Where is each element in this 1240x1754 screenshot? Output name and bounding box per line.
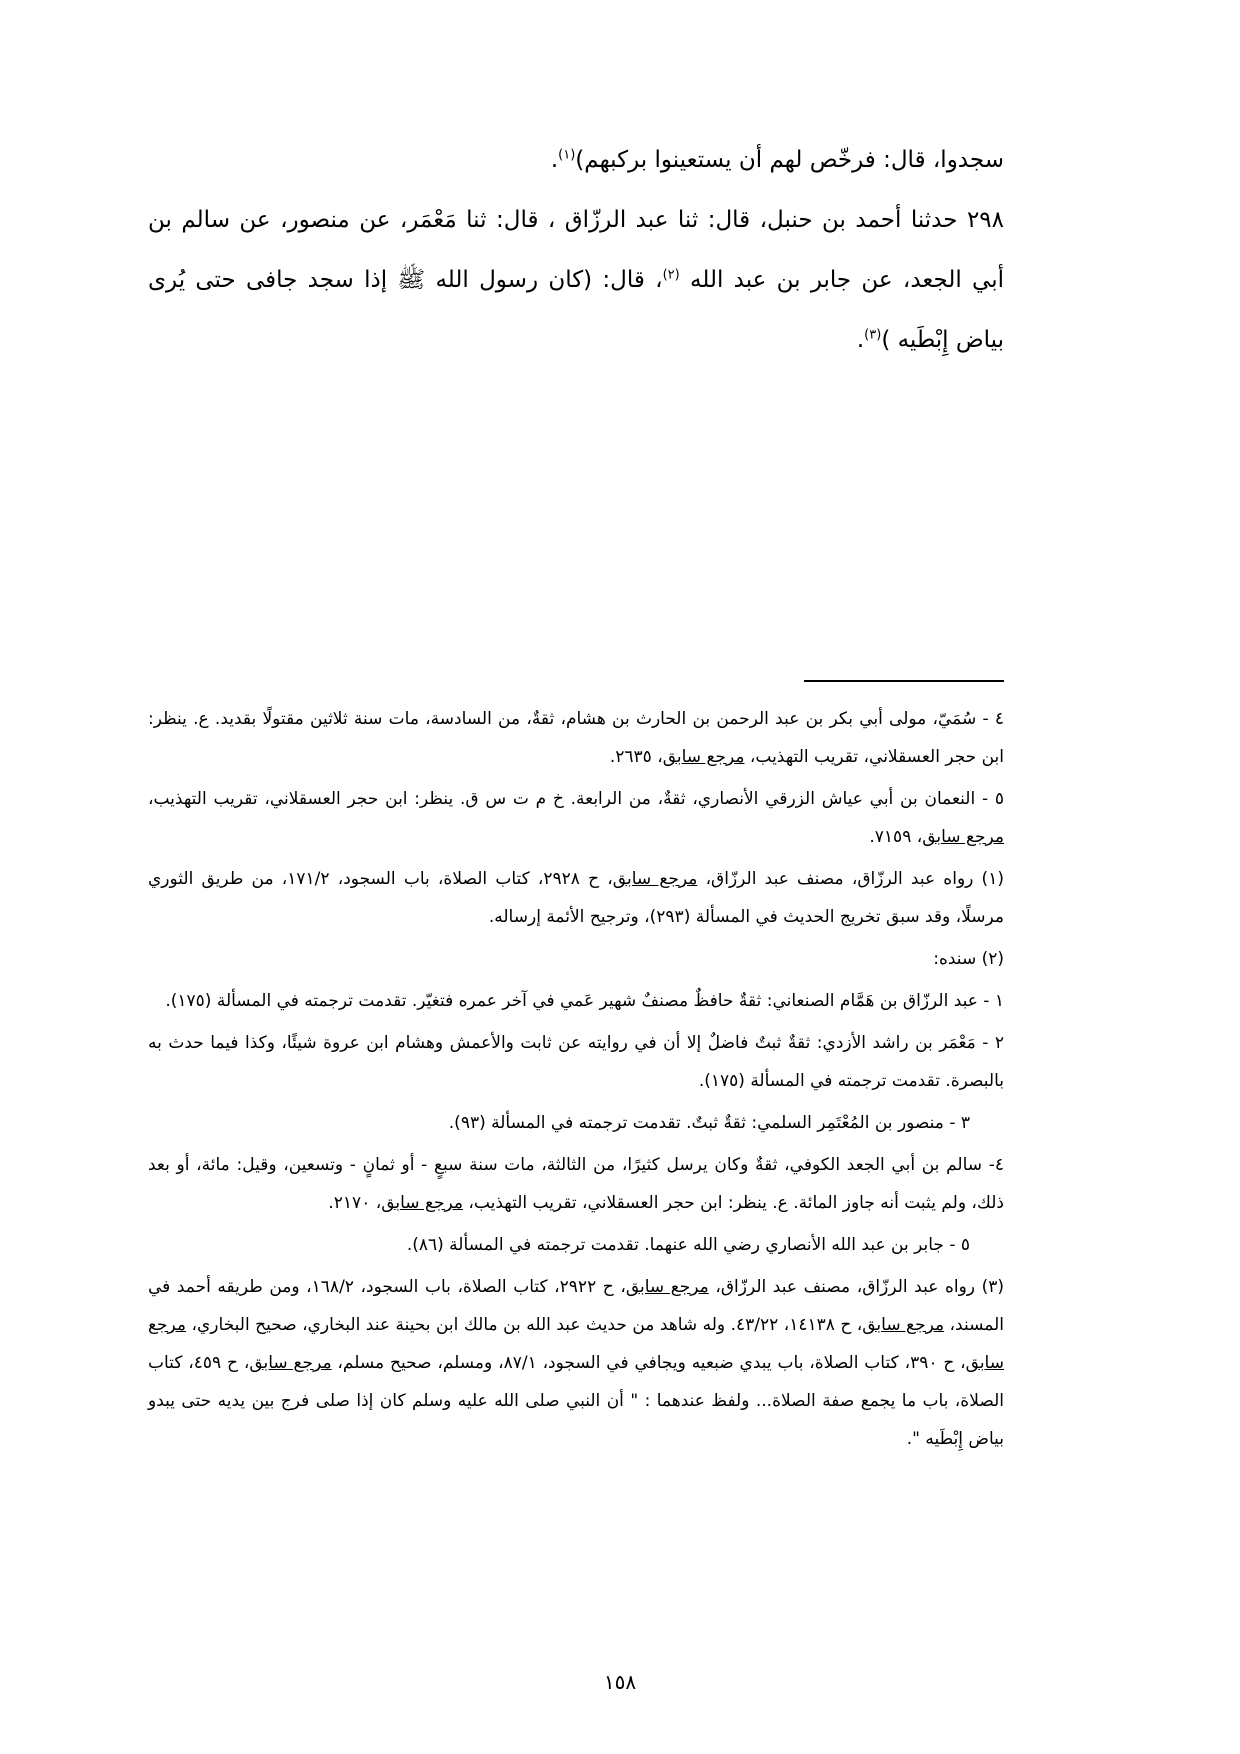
footnote-note-5: ٥ - النعمان بن أبي عياش الزرقي الأنصاري، ثقةٌ، من الرابعة. خ م ت س ق. ينظر: ابن حجر العسقلاني، تقريب التهذيب، مرجع سابق، ٧١٥٩. xyxy=(148,789,1004,847)
reference-link[interactable]: مرجع سابق xyxy=(148,1315,1004,1373)
reference-link[interactable]: مرجع سابق xyxy=(662,747,745,767)
footnote-2-heading: (٢) سنده: xyxy=(933,949,1004,969)
footnote-ref[interactable]: (١) xyxy=(558,147,576,163)
narrator-1: ١ - عبد الرزّاق بن هَمَّام الصنعاني: ثقةٌ حافظٌ مصنفٌ شهير عَمي في آخر عمره فتغيّر. تقدمت ترجمته في المسألة (١٧٥). xyxy=(165,991,1004,1011)
narrator-2: ٢ - مَعْمَر بن راشد الأزدي: ثقةٌ ثبتٌ فاضلٌ إلا أن في روايته عن ثابت والأعمش وهشام ابن عروة شيئًا، وكذا فيما حدث به بالبصرة. تقدمت ترجمته في المسألة (١٧٥). xyxy=(148,1033,1004,1091)
paragraph-continuation: سجدوا، قال: فرخّص لهم أن يستعينوا بركبهم)$^{(١)}$. xyxy=(550,147,1004,173)
footnote-separator xyxy=(804,680,1004,682)
reference-link[interactable]: مرجع سابق xyxy=(381,1193,463,1213)
footnote-3: (٣) رواه عبد الرزّاق، مصنف عبد الرزّاق، مرجع سابق، ح ٢٩٢٢، كتاب الصلاة، باب السجود، ١٦٨/٢، ومن طريقه أحمد في المسند، مرجع سابق، ح ١٤١٣٨، ٤٣/٢٢. وله شاهد من حديث عبد الله بن مالك ابن بحينة عند البخاري، صحيح البخاري، مرجع سابق، ح ٣٩٠، كتاب الصلاة، باب يبدي ضبعيه ويجافي في السجود، ٨٧/١، ومسلم، صحيح مسلم، مرجع سابق، ح ٤٥٩، كتاب الصلاة، باب ما يجمع صفة الصلاة... ولفظ عندهما : " أن النبي صلى الله عليه وسلم كان إذا صلى فرج بين يديه حتى يبدو بياض إِبْطَيه ". xyxy=(148,1277,1004,1449)
narrator-3: ٣ - منصور بن المُعْتَمِر السلمي: ثقةٌ ثبتٌ. تقدمت ترجمته في المسألة (٩٣). xyxy=(448,1113,970,1133)
narrator-4: ٤- سالم بن أبي الجعد الكوفي، ثقةٌ وكان يرسل كثيرًا، من الثالثة، مات سنة سبعٍ - أو ثمانٍ - وتسعين، وقيل: مائة، أو بعد ذلك، ولم يثبت أنه جاوز المائة. ع. ينظر: ابن حجر العسقلاني، تقريب التهذيب، مرجع سابق، ٢١٧٠. xyxy=(148,1155,1004,1213)
narrator-5: ٥ - جابر بن عبد الله الأنصاري رضي الله عنهما. تقدمت ترجمته في المسألة (٨٦). xyxy=(406,1235,970,1255)
footnotes xyxy=(148,700,1004,1462)
footnote-ref[interactable]: (٣) xyxy=(864,327,882,343)
reference-link[interactable]: مرجع سابق xyxy=(862,1315,945,1335)
reference-link[interactable]: مرجع سابق xyxy=(612,869,698,889)
reference-link[interactable]: مرجع سابق xyxy=(625,1277,709,1297)
reference-link[interactable]: مرجع سابق xyxy=(922,827,1004,847)
footnote-note-4: ٤ - سُمَيّ، مولى أبي بكر بن عبد الرحمن بن الحارث بن هشام، ثقةٌ، من السادسة، مات سنة ثلاثين مقتولًا بقديد. ع. ينظر: ابن حجر العسقلاني، تقريب التهذيب، مرجع سابق، ٢٦٣٥. xyxy=(148,709,1004,767)
reference-link[interactable]: مرجع سابق xyxy=(249,1353,332,1373)
main-text xyxy=(148,130,1004,370)
footnote-1: (١) رواه عبد الرزّاق، مصنف عبد الرزّاق، مرجع سابق، ح ٢٩٢٨، كتاب الصلاة، باب السجود، ١٧١/٢، من طريق الثوري مرسلًا، وقد سبق تخريج الحديث في المسألة (٢٩٣)، وترجيح الأئمة إرساله. xyxy=(148,869,1004,927)
footnote-ref[interactable]: (٢) xyxy=(662,267,680,283)
hadith-298: ٢٩٨ حدثنا أحمد بن حنبل، قال: ثنا عبد الرزّاق ، قال: ثنا مَعْمَر، عن منصور، عن سالم بن أبي الجعد، عن جابر بن عبد الله $^{(٢)}$، قال: (كان رسول الله ﷺ إذا سجد جافى حتى يُرى بياض إِبْطَيه )$^{(٣)}$. xyxy=(148,207,1004,353)
page-number: ١٥٨ xyxy=(603,1670,637,1694)
